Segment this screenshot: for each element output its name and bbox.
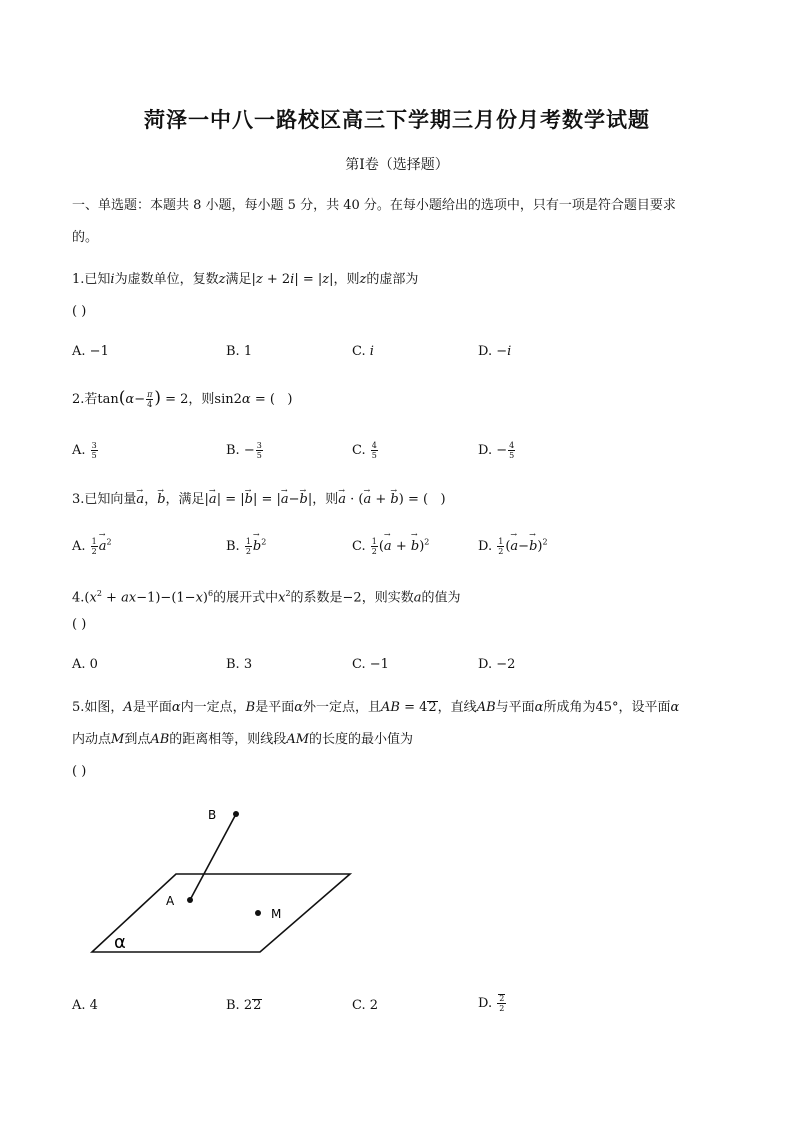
option-c: C. $\frac{1}{2}$ (→ a + → b)$^2$	[352, 537, 429, 556]
question-3: 3.已知向量→ a，→ b，满足|→ a| = |→ b| = |→ a−→ b|，则→ a · (→ a + → b) = ( )	[72, 490, 446, 510]
option-a: A. −1	[72, 344, 109, 359]
option-b: B. 3	[226, 657, 253, 672]
answer-paren: ( )	[72, 764, 87, 779]
geometry-figure	[80, 800, 380, 965]
option-a: A. 4	[72, 998, 98, 1013]
section-instruction-line1: 一、单选题：本题共 8 小题，每小题 5 分，共 40 分。在每小题给出的选项中，只有一项是符合题目要求	[72, 198, 676, 213]
answer-paren: ( )	[72, 617, 87, 632]
label-alpha: α	[114, 932, 126, 953]
point-m	[255, 910, 261, 916]
question-4: $4.(x^2 + ax-1)-(1-x)^6$的展开式中$x^2$的系数是−2，则实数a的值为	[72, 589, 461, 606]
option-c: C. −1	[352, 657, 389, 672]
option-d: D. −2	[478, 657, 516, 672]
section-heading: 第I卷（选择题）	[345, 157, 449, 173]
question-5-line2: 内动点M到点AB的距离相等，则线段AM的长度的最小值为	[72, 732, 414, 747]
question-number: 1.	[72, 272, 85, 287]
option-d: D. $\frac{2}{2}$	[478, 994, 505, 1013]
option-b: B. 1	[226, 344, 253, 359]
option-b: B. − $\frac{3}{5}$	[226, 441, 262, 460]
answer-paren: ( )	[72, 304, 87, 319]
section-instruction-line2: 的。	[72, 230, 99, 245]
option-b: B. 22	[226, 998, 262, 1013]
option-d: D. $\frac{1}{2}$ (→ a−→ b)$^2$	[478, 537, 548, 556]
option-a: A. $\frac{1}{2}$ → $a^2$	[72, 537, 112, 556]
option-c: C. $\frac{4}{5}$	[352, 441, 377, 460]
question-5-line1: 5.如图，A是平面α内一定点，B是平面α外一定点，且AB = 42，直线AB与平面α所成角为45°，设平面α	[72, 700, 680, 715]
point-a	[187, 897, 193, 903]
option-c: C. 2	[352, 998, 379, 1013]
page-title: 菏泽一中八一路校区高三下学期三月份月考数学试题	[144, 107, 650, 132]
label-b: B	[208, 808, 217, 822]
option-a: A. 0	[72, 657, 98, 672]
option-d: D. − $\frac{4}{5}$	[478, 441, 515, 460]
question-1-text: 已知i为虚数单位，复数z满足|z + 2i| = |z|，则z的虚部为	[84, 272, 419, 287]
segment-ab	[190, 814, 236, 900]
question-1	[72, 270, 418, 290]
point-b	[233, 811, 239, 817]
label-a: A	[166, 894, 175, 908]
label-m: M	[271, 907, 282, 921]
option-c: C. i	[352, 344, 374, 359]
option-d: D. −i	[478, 344, 512, 359]
option-b: B. $\frac{1}{2}$ → $b^2$	[226, 537, 266, 556]
plane-alpha	[92, 874, 350, 952]
option-a: A. $\frac{3}{5}$	[72, 441, 97, 460]
question-2: 2.若tan(α− $\frac{\pi}{4}$ ) = 2，则sin2α = ( )	[72, 388, 293, 409]
